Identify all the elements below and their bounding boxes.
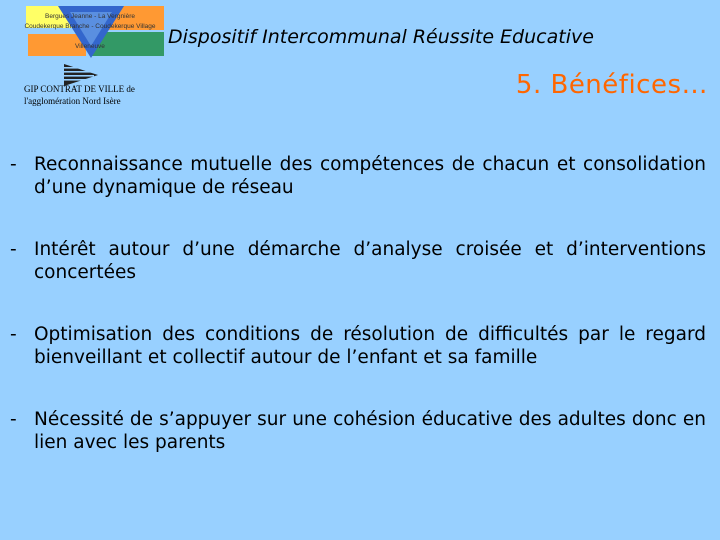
bullet-text: Optimisation des conditions de résolution de difficultés par le regard bienveillant et collectif autour de l’enfant et sa famille	[34, 324, 706, 368]
bullet-marker: -	[10, 409, 17, 430]
stripes-icon	[64, 64, 104, 86]
section-heading: 5. Bénéfices…	[515, 70, 708, 100]
bullet-item	[10, 238, 706, 284]
bullet-text: Intérêt autour d’une démarche d’analyse croisée et d’interventions concertées	[34, 239, 706, 283]
gip-name-line-2: l'agglomération Nord Isère	[24, 96, 121, 106]
bullet-marker: -	[10, 239, 17, 260]
bullet-item	[10, 408, 706, 454]
partner-logo	[20, 6, 168, 116]
logo-text-line-1: Bergues Jeanne - La Vergnière	[45, 13, 135, 20]
bullet-item	[10, 153, 706, 199]
gip-name-line-1: GIP CONTRAT DE VILLE de	[24, 84, 135, 94]
bullet-marker: -	[10, 154, 17, 175]
bullet-text: Reconnaissance mutuelle des compétences de chacun et consolidation d’une dynamique de réseau	[34, 154, 706, 198]
bullet-text: Nécessité de s’appuyer sur une cohésion éducative des adultes donc en lien avec les parents	[34, 409, 706, 453]
logo-text-line-3: Villeneuve	[75, 43, 105, 50]
bullet-list	[10, 153, 706, 454]
logo-text-line-2: Coudekerque Branche - Coudekerque Village	[24, 23, 156, 30]
page-title: Dispositif Intercommunal Réussite Educative	[168, 26, 594, 48]
logo-emblem	[20, 6, 168, 70]
bullet-marker: -	[10, 324, 17, 345]
bullet-item	[10, 323, 706, 369]
